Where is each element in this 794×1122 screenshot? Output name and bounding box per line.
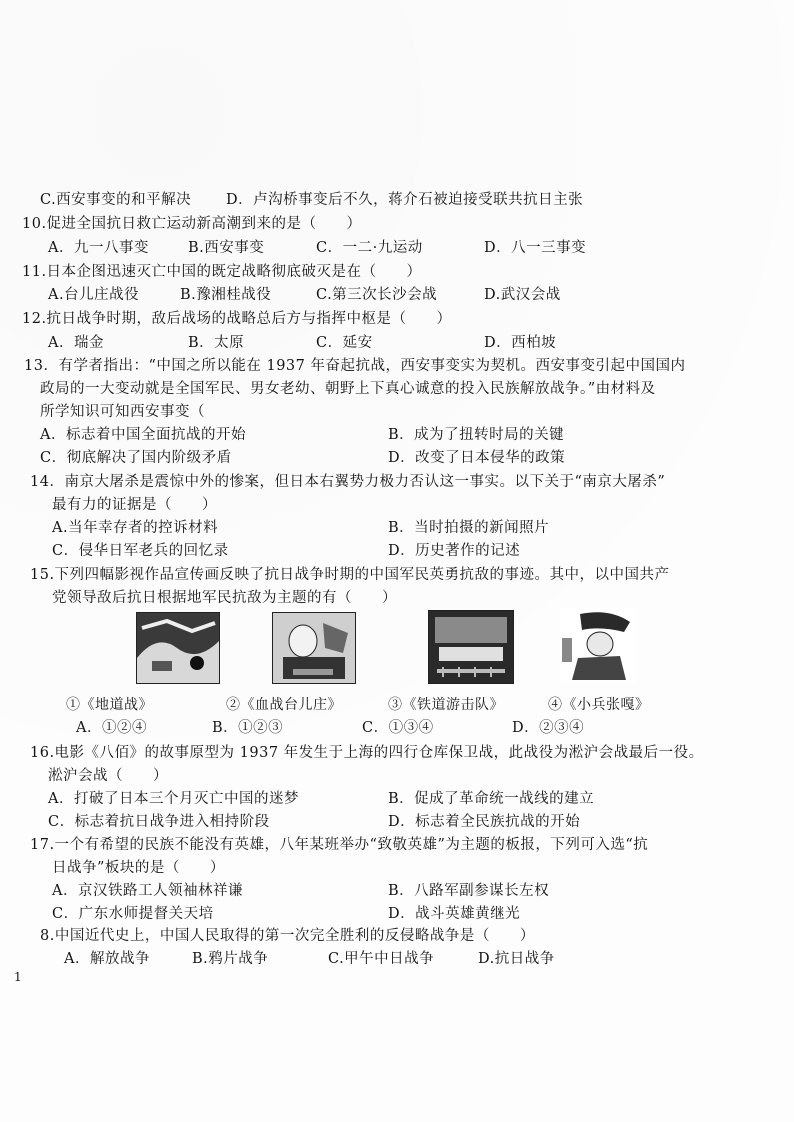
q16-option-b: B．促成了革命统一战线的建立 [388,791,595,807]
poster-caption-4: ④《小兵张嘎》 [548,697,650,713]
q11-option-c: C.第三次长沙会战 [316,287,438,303]
q18-option-d: D.抗日战争 [478,951,555,967]
q14-option-b: B．当时拍摄的新闻照片 [388,520,550,536]
q16-option-c: C．标志着抗日战争进入相持阶段 [48,814,270,830]
q11-option-d: D.武汉会战 [484,287,561,303]
q14-option-c: C．侵华日军老兵的回忆录 [52,543,229,559]
poster-caption-2: ②《血战台儿庄》 [226,697,342,713]
q15-option-b: B．①②③ [212,720,284,736]
poster-image-4 [560,608,636,682]
q16-option-d: D．标志着全民族抗战的开始 [388,814,581,830]
q11-option-b: B.豫湘桂战役 [180,287,272,303]
q14-option-a: A.当年幸存者的控诉材料 [52,520,219,536]
q13-option-a: A．标志着中国全面抗战的开始 [40,427,246,443]
q17-option-c: C．广东水师提督关天培 [52,906,214,922]
q17-stem-line1: 17.一个有希望的民族不能没有英雄，八年某班举办“致敬英雄”为主题的板报，下列可入选“抗 [30,837,649,853]
q13-stem-line3: 所学知识可知西安事变（ [40,404,205,420]
q15-stem-line2: 党领导敌后抗日根据地军民抗敌为主题的有（ ） [52,590,397,606]
q15-option-c: C．①③④ [362,720,434,736]
q13-stem-line2: 政局的一大变动就是全国军民、男女老幼、朝野上下真心诚意的投入民族解放战争。”由材料及 [40,381,656,397]
q14-stem-line1: 14．南京大屠杀是震惊中外的惨案，但日本右翼势力极力否认这一事实。以下关于“南京大屠杀” [30,474,666,490]
q10-option-b: B.西安事变 [188,240,265,256]
q17-stem-line2: 日战争”板块的是（ ） [52,860,225,876]
q9-option-c: C.西安事变的和平解决 [40,192,192,208]
q18-option-a: A．解放战争 [64,951,150,967]
q16-option-a: A．打破了日本三个月灭亡中国的迷梦 [48,791,299,807]
q12-option-d: D．西柏坡 [484,335,557,351]
q12-option-b: B．太原 [188,335,245,351]
q18-stem: 8.中国近代史上，中国人民取得的第一次完全胜利的反侵略战争是（ ） [40,928,535,944]
q10-option-a: A．九一八事变 [48,240,149,256]
q17-option-b: B．八路军副参谋长左权 [388,883,550,899]
page-number: 1 [14,970,22,984]
poster-caption-1: ①《地道战》 [66,697,153,713]
poster-image-3 [428,610,514,684]
q10-option-c: C．一二·九运动 [316,240,423,256]
q18-option-c: C.甲午中日战争 [328,951,435,967]
q13-option-d: D．改变了日本侵华的政策 [388,450,566,466]
q17-option-a: A．京汉铁路工人领袖林祥谦 [52,883,243,899]
q15-option-a: A．①②④ [76,720,147,736]
q14-stem-line2: 最有力的证据是（ ） [52,497,217,513]
q14-option-d: D．历史著作的记述 [388,543,521,559]
q13-option-c: C．彻底解决了国内阶级矛盾 [40,450,232,466]
q10-stem: 10.促进全国抗日救亡运动新高潮到来的是（ ） [22,216,362,232]
q16-stem-line1: 16.电影《八佰》的故事原型为 1937 年发生于上海的四行仓库保卫战，此战役为淞沪会战最后一役。 [30,745,704,761]
q10-option-d: D．八一三事变 [484,240,587,256]
poster-caption-3: ③《铁道游击队》 [388,697,504,713]
q16-stem-line2: 淞沪会战（ ） [48,768,168,784]
poster-image-1 [136,612,220,684]
q13-option-b: B．成为了扭转时局的关键 [388,427,565,443]
q12-option-c: C．延安 [316,335,373,351]
q11-option-a: A.台儿庄战役 [48,287,140,303]
q12-stem: 12.抗日战争时期，敌后战场的战略总后方与指挥中枢是（ ） [22,311,452,327]
q15-option-d: D．②③④ [512,720,585,736]
q13-stem-line1: 13．有学者指出：“中国之所以能在 1937 年奋起抗战，西安事变实为契机。西安事变引起中国国内 [24,358,686,374]
q15-stem-line1: 15.下列四幅影视作品宣传画反映了抗日战争时期的中国军民英勇抗敌的事迹。其中，以中国共产 [30,567,670,583]
q12-option-a: A．瑞金 [48,335,104,351]
q18-option-b: B.鸦片战争 [192,951,269,967]
q11-stem: 11.日本企图迅速灭亡中国的既定战略彻底破灭是在（ ） [22,264,422,280]
poster-image-2 [272,612,356,684]
q9-option-d: D．卢沟桥事变后不久，蒋介石被迫接受联共抗日主张 [226,192,584,208]
q17-option-d: D．战斗英雄黄继光 [388,906,521,922]
